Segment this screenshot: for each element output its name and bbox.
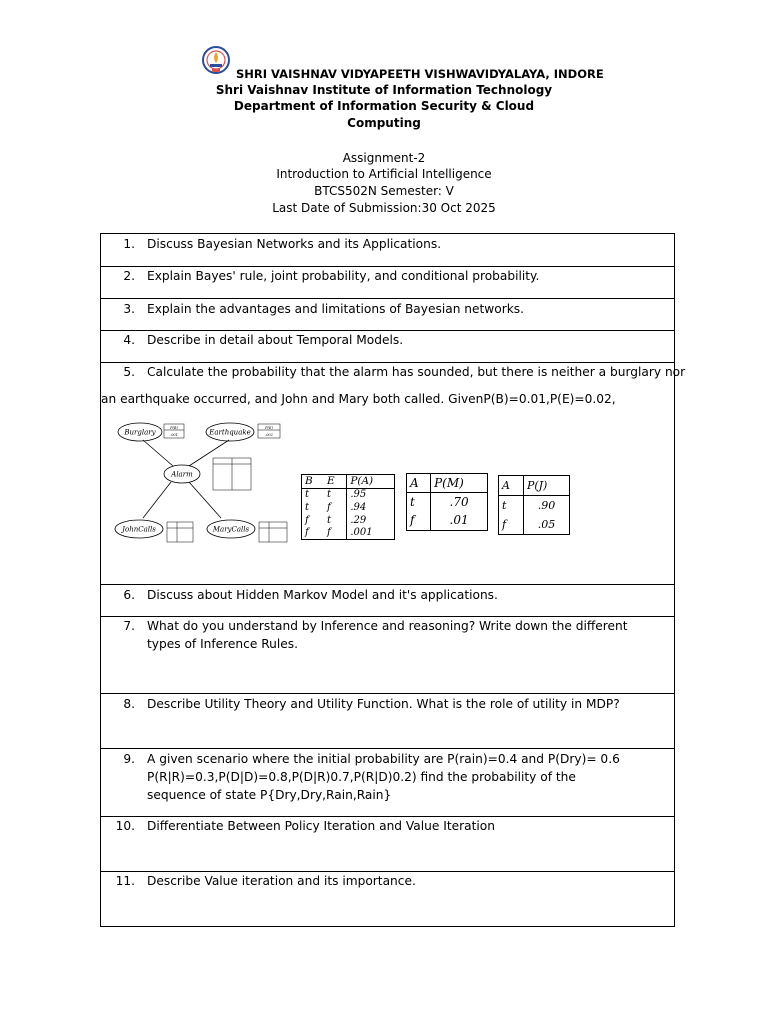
cpt-cell: .05 [537, 518, 556, 532]
submission-date: Last Date of Submission:30 Oct 2025 [272, 201, 496, 215]
cpt-cell: t [324, 514, 347, 527]
cpt-cell: f [324, 526, 347, 539]
earthquake-label: Earthquake [209, 428, 251, 437]
question-row [101, 234, 674, 266]
cpt-cell: f [305, 514, 309, 526]
cpt-cell: .29 [350, 514, 367, 526]
cpt-cell: .90 [537, 499, 556, 513]
question-text: What do you understand by Inference and reasoning? Write down the different types of Inference Rules. [147, 619, 628, 651]
question-row [101, 362, 686, 584]
cpt-cell: .01 [449, 513, 469, 528]
questions-table [100, 233, 686, 927]
question-row [101, 330, 674, 362]
question-number: 2. [123, 269, 135, 283]
alarm-cpt-table [301, 474, 395, 540]
johncalls-cpt-table [498, 475, 570, 535]
department-line-2: Computing [347, 116, 421, 130]
cpt-row [499, 515, 569, 534]
question-text: Differentiate Between Policy Iteration and Value Iteration [147, 819, 495, 833]
question-text: Describe Utility Theory and Utility Function. What is the role of utility in MDP? [147, 697, 620, 711]
edge-alarm-johncalls [143, 482, 171, 518]
johncalls-label: JohnCalls [122, 525, 156, 534]
assignment-title: Assignment-2 [342, 151, 426, 165]
question-number: 5. [123, 365, 135, 379]
cpt-cell: .70 [449, 495, 469, 510]
question-number: 4. [123, 333, 135, 347]
question-row [101, 266, 674, 298]
cpt-header: A [407, 474, 431, 493]
question-text: Discuss Bayesian Networks and its Applications. [147, 237, 442, 251]
cpt-row [499, 496, 569, 516]
cpt-header: P(M) [431, 474, 487, 493]
cpt-cell: t [305, 489, 310, 501]
question-number: 9. [123, 752, 135, 766]
question-number: 8. [123, 697, 135, 711]
question-row [101, 748, 674, 816]
burglary-prior-header: P(B) [170, 426, 178, 430]
question-row [101, 871, 674, 926]
earthquake-prior-value: .002 [265, 433, 273, 437]
question-text: Explain the advantages and limitations of Bayesian networks. [147, 302, 525, 316]
question-number: 6. [123, 588, 135, 602]
question-number: 10. [115, 819, 135, 833]
question-number: 7. [123, 619, 135, 633]
burglary-label: Burglary [124, 428, 156, 437]
cpt-cell: t [324, 488, 347, 501]
cpt-cell: .94 [350, 502, 367, 514]
cpt-cell: t [305, 502, 310, 514]
question-text: Discuss about Hidden Markov Model and it's applications. [147, 588, 498, 602]
cpt-row [407, 512, 487, 530]
question-row [101, 584, 674, 616]
cpt-cell: .95 [350, 489, 367, 501]
cpt-header-row [407, 474, 487, 493]
cpt-header: E [324, 475, 347, 488]
question-row [101, 816, 674, 871]
question-number: 1. [123, 237, 135, 251]
cpt-header: P(A) [347, 475, 394, 488]
question-text: A given scenario where the initial probability are P(rain)=0.4 and P(Dry)= 0.6 P(R|R)=0.3,P(D|D)=0.8,P(D|R)0.7,P(R|D)0.2) find the probability of the sequence of state P{Dry,Dry,Rain,Rain} [147, 752, 620, 802]
university-logo [201, 45, 231, 77]
question-number: 11. [115, 874, 135, 888]
burglary-prior-value: .001 [170, 433, 178, 437]
cpt-row [302, 514, 394, 527]
question-text: Describe in detail about Temporal Models. [147, 333, 404, 347]
department-line-1: Department of Information Security & Cloud [233, 99, 535, 113]
alarm-label: Alarm [171, 470, 193, 479]
bayesian-network-diagram [101, 418, 301, 548]
marycalls-cpt-table [406, 473, 488, 531]
question-row [101, 616, 674, 693]
earthquake-prior-header: P(E) [265, 426, 273, 430]
edge-alarm-marycalls [189, 482, 221, 518]
cpt-cell: t [407, 493, 431, 512]
cpt-cell: f [499, 515, 523, 534]
cpt-header: B [302, 475, 324, 488]
cpt-cell: f [407, 512, 431, 530]
question-text-continued: an earthquake occurred, and John and Mary both called. GivenP(B)=0.01,P(E)=0.02, [101, 392, 616, 406]
question-number: 3. [123, 302, 135, 316]
question-text: Calculate the probability that the alarm has sounded, but there is neither a burglary nor [147, 365, 686, 379]
cpt-header: P(J) [523, 476, 569, 496]
cpt-header-row [499, 476, 569, 496]
cpt-cell: .001 [350, 527, 373, 539]
cpt-cell: f [305, 527, 309, 539]
course-code-semester: BTCS502N Semester: V [314, 184, 454, 198]
cpt-row [407, 493, 487, 512]
institute-name: Shri Vaishnav Institute of Information Technology [215, 83, 553, 97]
question-row [101, 693, 674, 748]
edge-burglary-alarm [143, 440, 173, 466]
cpt-row [302, 501, 394, 514]
edge-earthquake-alarm [189, 440, 229, 466]
question-text: Describe Value iteration and its importance. [147, 874, 416, 888]
question-row [101, 298, 674, 330]
cpt-cell: t [499, 496, 523, 516]
cpt-row [302, 488, 394, 501]
cpt-cell: f [324, 501, 347, 514]
marycalls-label: MaryCalls [212, 525, 250, 534]
cpt-header-row [302, 475, 394, 488]
cpt-row [302, 526, 394, 539]
course-name: Introduction to Artificial Intelligence [276, 167, 492, 181]
cpt-header: A [499, 476, 523, 496]
question-text: Explain Bayes' rule, joint probability, and conditional probability. [147, 269, 540, 283]
university-name: SHRI VAISHNAV VIDYAPEETH VISHWAVIDYALAYA, INDORE [236, 67, 604, 81]
